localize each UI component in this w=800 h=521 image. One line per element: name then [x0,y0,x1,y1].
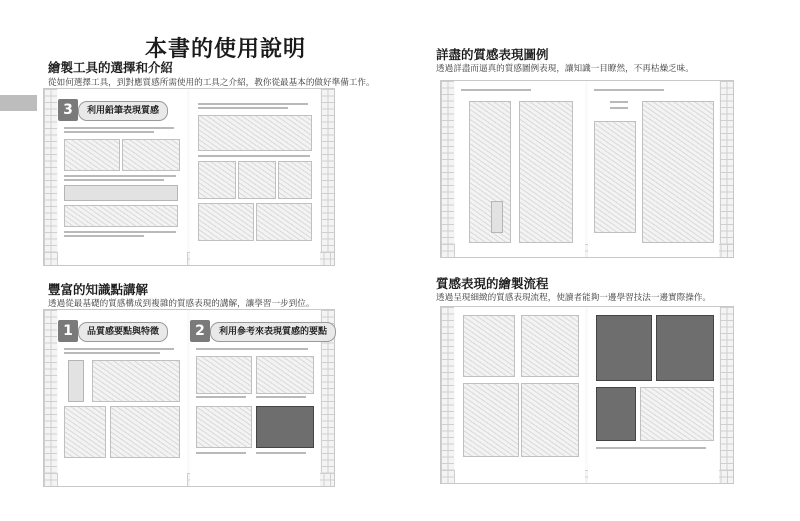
section-heading-process: 質感表現的繪製流程 [436,276,549,291]
chapter-title: 利用鉛筆表現質感 [78,101,168,121]
spread-page-right [588,307,719,483]
spread-page-left [58,89,187,265]
spread-thumbnail-process [440,306,734,484]
spread-page-left [455,307,585,483]
section-heading-knowledge: 豐富的知識點講解 [48,282,149,297]
spread-page-left [58,310,187,486]
page-title: 本書的使用說明 [145,37,307,62]
section-desc-tools: 從如何選擇工具，到對應質感所需使用的工具之介紹，教你從最基本的做好準備工作。 [48,78,375,88]
spread-thumbnail-knowledge [43,309,335,487]
spread-page-right [588,81,719,257]
chapter-title: 利用參考來表現質感的要點 [210,322,336,342]
chapter-number-badge: 1 [58,320,78,342]
section-heading-tools: 繪製工具的選擇和介紹 [48,60,174,75]
chapter-title: 品質感要點與特徵 [78,322,168,342]
spread-page-left [455,81,585,257]
section-heading-examples: 詳盡的質感表現圖例 [436,47,549,62]
edge-tab [0,95,37,111]
spread-thumbnail-tools [43,88,335,266]
section-desc-knowledge: 透過從最基礎的質感構成到複雜的質感表現的講解，讓學習一步到位。 [48,299,315,309]
spread-thumbnail-examples [440,80,734,258]
section-desc-examples: 透過詳盡而逼真的質感圖例表現，讓知識一目瞭然，不再枯燥乏味。 [436,64,694,74]
section-desc-process: 透過呈現細緻的質感表現流程，使讀者能夠一邊學習技法一邊實際操作。 [436,293,712,303]
spread-page-right [190,89,320,265]
spread-page-right [190,310,328,486]
chapter-number-badge: 3 [58,99,78,121]
chapter-number-badge: 2 [190,320,210,342]
